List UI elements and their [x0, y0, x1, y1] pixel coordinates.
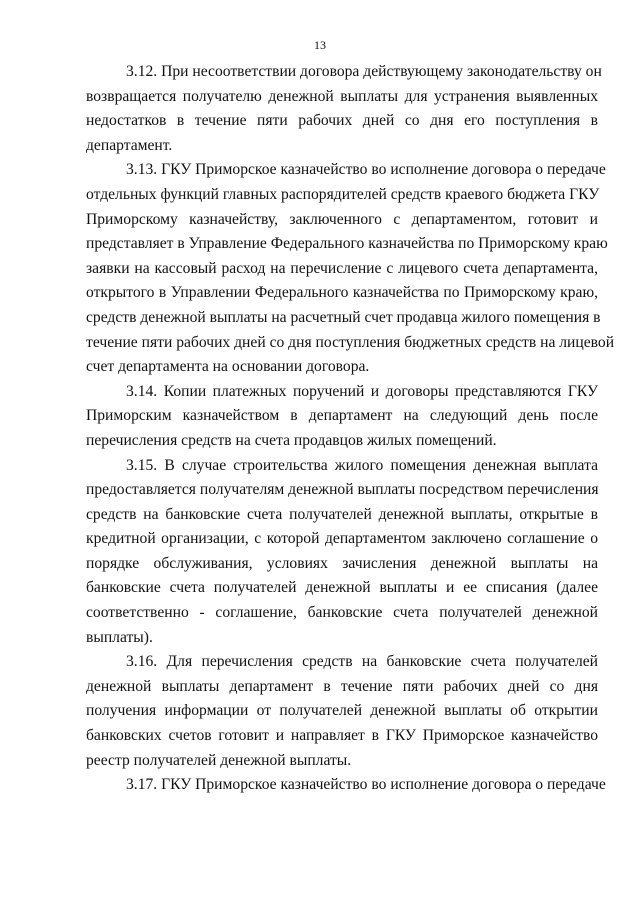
- paragraph-line: банковские счета получателей денежной выплаты и ее списания (далее: [86, 579, 598, 597]
- paragraph-line: 3.12. При несоответствии договора действующему законодательству он: [126, 63, 602, 80]
- paragraph: [86, 773, 606, 798]
- paragraph-line: банковских счетов готовит и направляет в ГКУ Приморское казначейство: [86, 727, 598, 745]
- paragraph-line: кредитной организации, с которой департаментом заключено соглашение о: [86, 530, 598, 548]
- paragraph: [86, 380, 598, 454]
- paragraph-line: Приморским казначейством в департамент на следующий день после: [86, 407, 598, 425]
- paragraph-line: 3.14. Копии платежных поручений и договоры представляются ГКУ: [126, 382, 598, 400]
- paragraph-line: денежной выплаты департамент в течение пяти рабочих дней со дня: [86, 677, 598, 695]
- paragraph-line: 3.13. ГКУ Приморское казначейство во исполнение договора о передаче: [126, 161, 606, 179]
- paragraph-line: возвращается получателю денежной выплаты для устранения выявленных: [86, 87, 598, 105]
- paragraph-line: 3.16. Для перечисления средств на банковские счета получателей: [126, 653, 598, 671]
- paragraph-line: открытого в Управлении Федерального казначейства по Приморскому краю,: [86, 284, 598, 302]
- paragraph-line: выплаты).: [86, 628, 153, 646]
- paragraph: [86, 60, 602, 158]
- paragraph-line: получения информации от получателей денежной выплаты об открытии: [86, 702, 598, 720]
- paragraph-line: средств денежной выплаты на расчетный счет продавца жилого помещения в: [86, 308, 601, 326]
- paragraph-line: Приморскому казначейству, заключенного с департаментом, готовит и: [86, 210, 598, 228]
- paragraph-line: течение пяти рабочих дней со дня поступления бюджетных средств на лицевой: [86, 333, 615, 351]
- paragraph-line: отдельных функций главных распорядителей средств краевого бюджета ГКУ: [86, 185, 600, 203]
- paragraph: [86, 650, 598, 773]
- paragraph-line: средств на банковские счета получателей денежной выплаты, открытые в: [86, 505, 598, 523]
- paragraph-line: реестр получателей денежной выплаты.: [86, 751, 352, 769]
- paragraph-line: соответственно - соглашение, банковские счета получателей денежной: [86, 604, 598, 622]
- page-number: 13: [314, 38, 326, 52]
- paragraph-line: счет департамента на основании договора.: [86, 358, 370, 376]
- paragraph-line: порядке обслуживания, условиях зачисления денежной выплаты на: [86, 554, 598, 572]
- paragraph-line: недостатков в течение пяти рабочих дней со дня его поступления в: [86, 112, 598, 130]
- paragraph-line: заявки на кассовый расход на перечисление с лицевого счета департамента,: [86, 259, 598, 277]
- paragraph-line: перечисления средств на счета продавцов жилых помещений.: [86, 431, 497, 449]
- paragraph-line: департамент.: [86, 136, 173, 154]
- paragraph: [86, 454, 598, 651]
- paragraph-line: представляет в Управление Федерального казначейства по Приморскому краю: [86, 235, 608, 253]
- paragraph: [86, 158, 615, 379]
- document-body: [86, 60, 615, 798]
- paragraph-line: 3.15. В случае строительства жилого помещения денежная выплата: [126, 456, 598, 474]
- paragraph-line: предоставляется получателям денежной выплаты посредством перечисления: [86, 481, 599, 499]
- paragraph-line: 3.17. ГКУ Приморское казначейство во исполнение договора о передаче: [126, 776, 606, 794]
